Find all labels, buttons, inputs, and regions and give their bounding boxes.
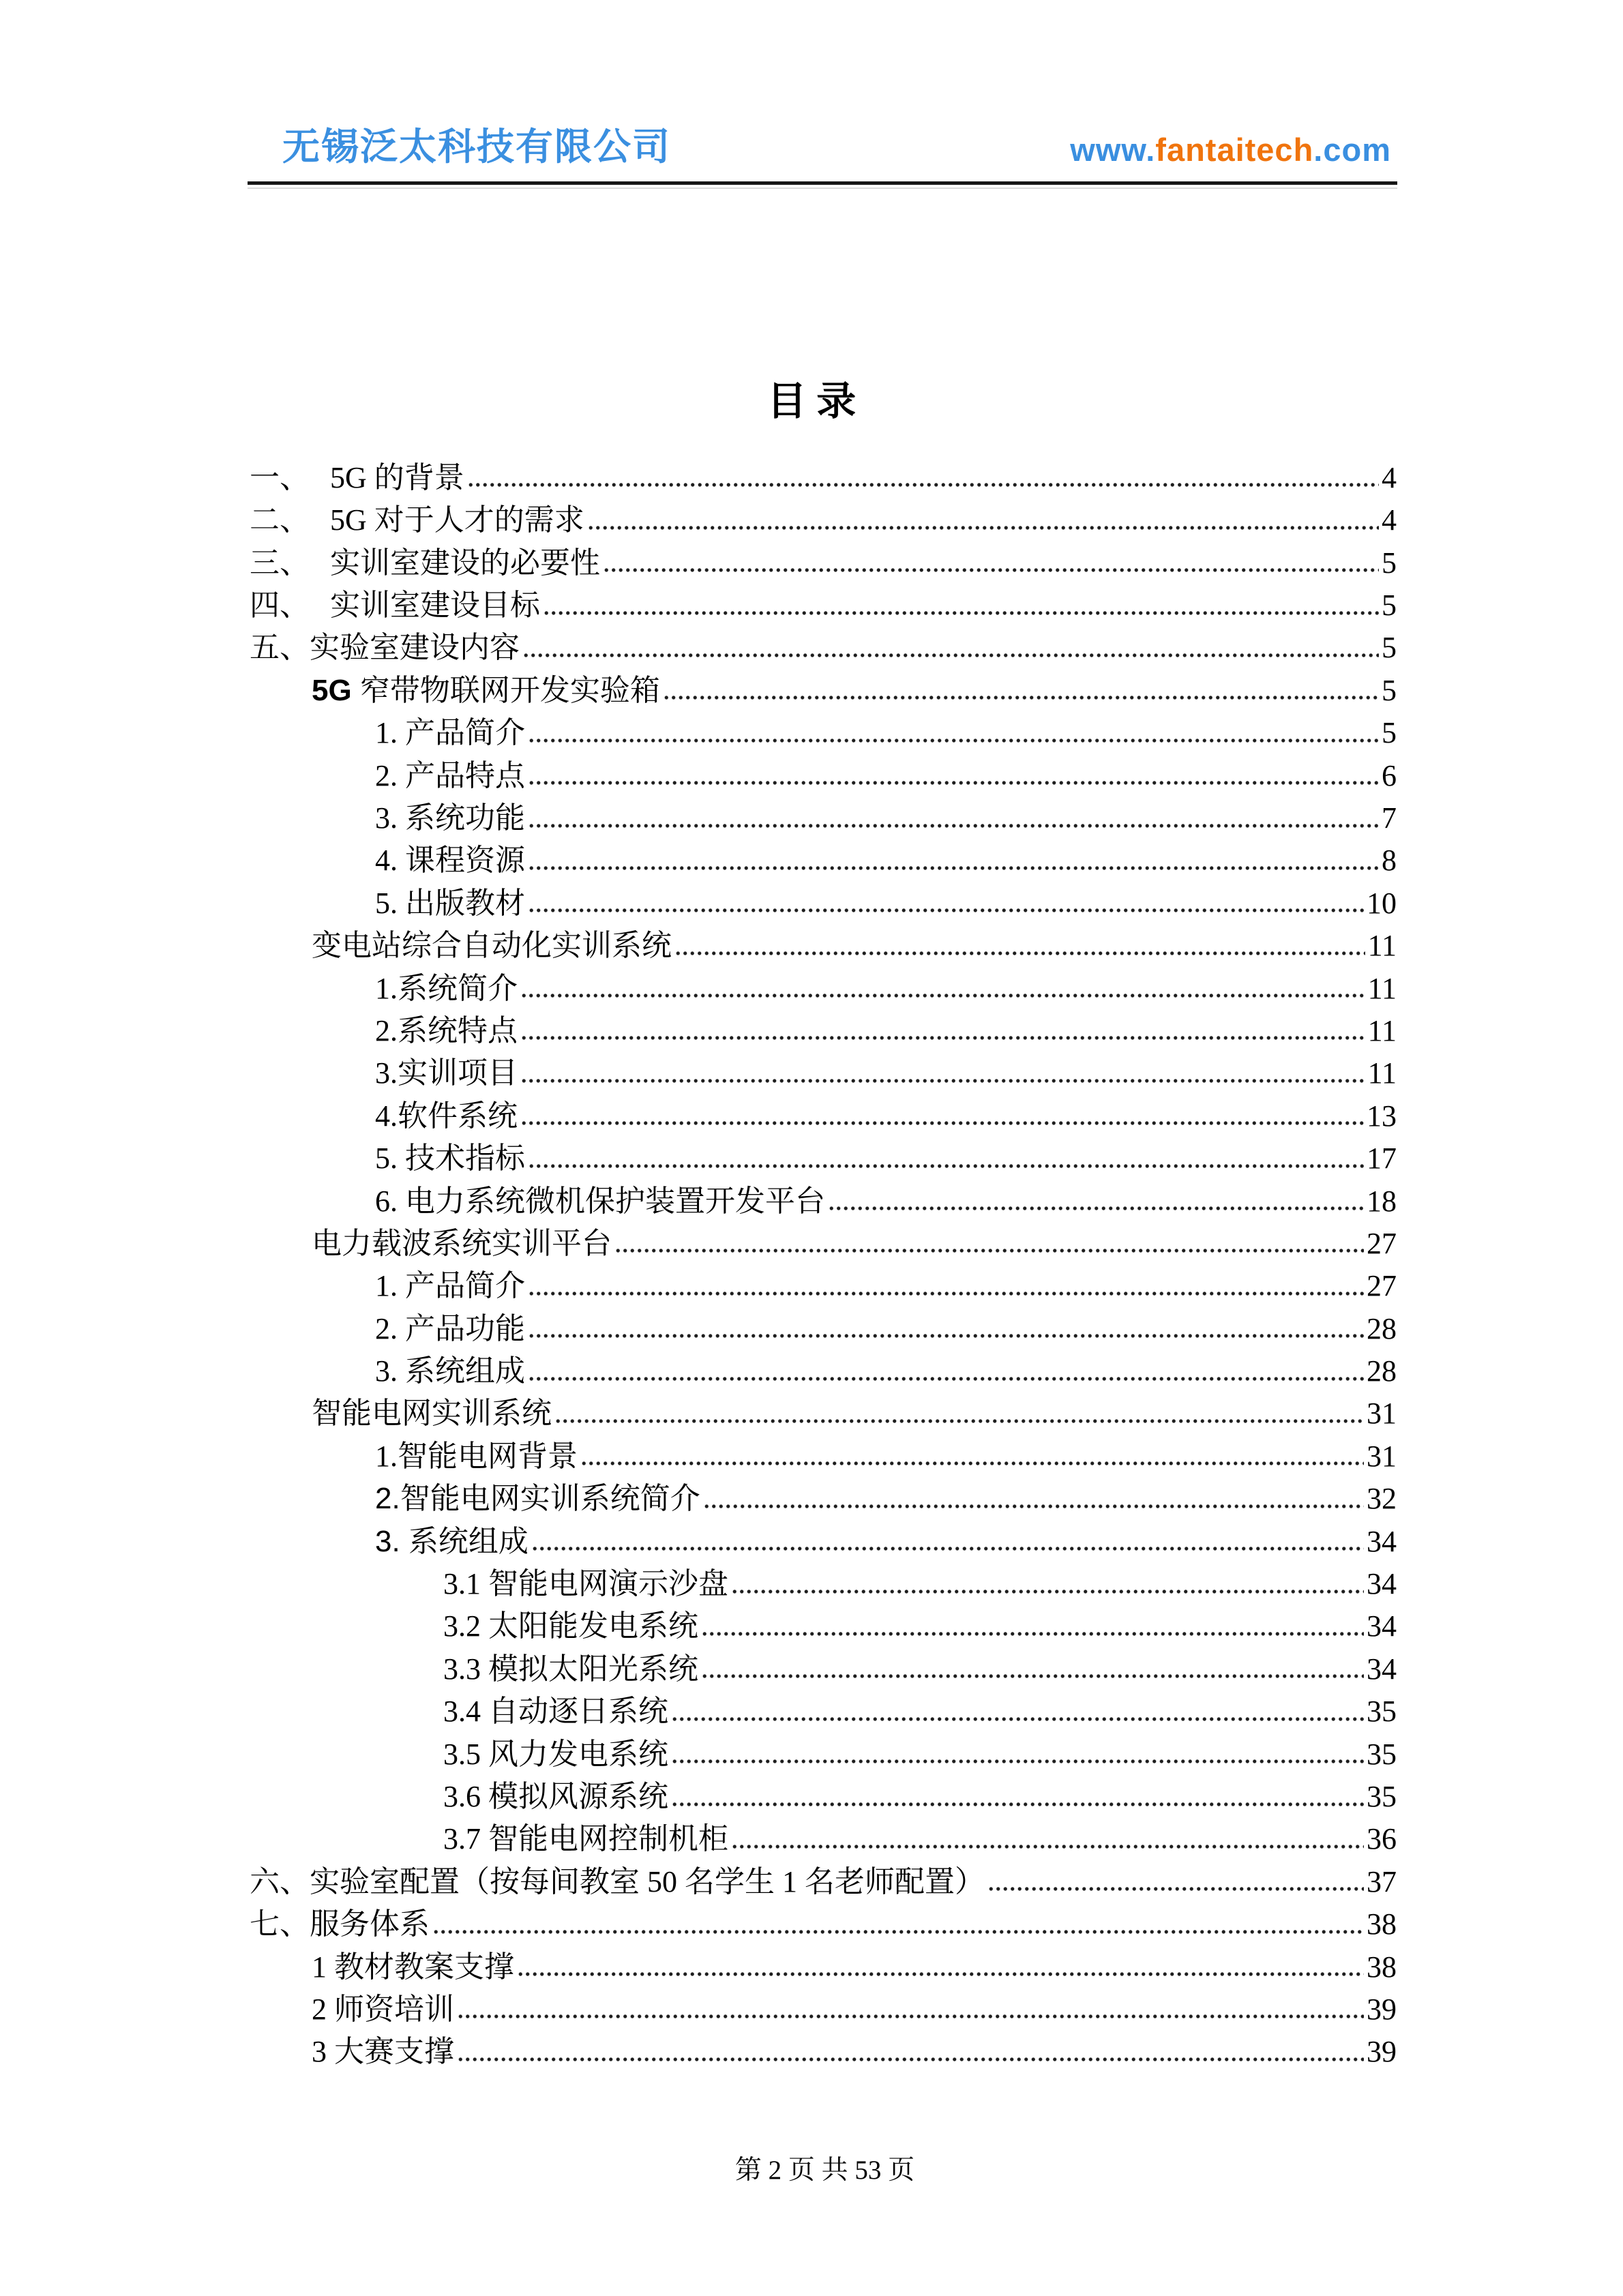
dot-leader bbox=[528, 822, 1379, 830]
toc-entry-number: 五、 bbox=[250, 631, 310, 665]
url-tld-part: .com bbox=[1313, 132, 1391, 168]
dot-leader bbox=[674, 949, 1365, 957]
toc-entry-label: 窄带物联网开发实验箱 bbox=[359, 673, 660, 707]
dot-leader bbox=[528, 779, 1379, 787]
dot-leader bbox=[528, 1162, 1364, 1170]
toc-row bbox=[250, 919, 1397, 961]
toc-row bbox=[250, 622, 1397, 664]
header-divider bbox=[248, 181, 1397, 185]
toc-entry-page: 5 bbox=[1382, 673, 1397, 707]
dot-leader bbox=[528, 1332, 1364, 1340]
dot-leader bbox=[520, 1077, 1365, 1085]
toc-row bbox=[250, 1430, 1397, 1472]
toc-entry-label: 3.1 智能电网演示沙盘 bbox=[443, 1567, 728, 1601]
toc-entry-page: 10 bbox=[1367, 886, 1397, 920]
toc-entry-label: 实训室建设的必要性 bbox=[330, 546, 600, 580]
toc-entry-page: 28 bbox=[1367, 1311, 1397, 1345]
toc-entry-label: 3.4 自动逐日系统 bbox=[443, 1695, 668, 1729]
toc-entry-label: 电力载波系统实训平台 bbox=[312, 1226, 612, 1260]
toc-entry-page: 5 bbox=[1382, 588, 1397, 623]
toc-entry-page: 13 bbox=[1367, 1099, 1397, 1133]
dot-leader bbox=[614, 1247, 1364, 1255]
toc-entry-page: 5 bbox=[1382, 546, 1397, 580]
toc-row bbox=[250, 1388, 1397, 1430]
toc-entry-page: 11 bbox=[1367, 1013, 1397, 1047]
toc-row bbox=[250, 537, 1397, 579]
toc-entry-label: 1.智能电网背景 bbox=[375, 1439, 578, 1473]
toc-row bbox=[250, 706, 1397, 749]
toc-entry-page: 34 bbox=[1367, 1524, 1397, 1558]
toc-entry-page: 39 bbox=[1367, 2035, 1397, 2069]
dot-leader bbox=[543, 609, 1379, 617]
toc-row bbox=[250, 1728, 1397, 1770]
page-title: 目 录 bbox=[766, 379, 857, 423]
toc-entry-number: 2. bbox=[375, 1482, 400, 1516]
toc-entry-label: 实验室配置（按每间教室 50 名学生 1 名老师配置） bbox=[310, 1864, 985, 1898]
toc-entry-label: 3.实训项目 bbox=[375, 1056, 518, 1090]
toc-row bbox=[250, 1898, 1397, 1940]
toc-row bbox=[250, 664, 1397, 706]
toc-entry-page: 35 bbox=[1367, 1779, 1397, 1813]
toc-row bbox=[250, 1557, 1397, 1600]
toc-entry-number: 四、 bbox=[250, 588, 310, 623]
toc-row bbox=[250, 1175, 1397, 1217]
toc-row bbox=[250, 1855, 1397, 1898]
page-number-label: 第 2 页 共 53 页 bbox=[734, 2156, 915, 2185]
toc-entry-label: 1. 产品简介 bbox=[375, 1269, 525, 1303]
url-domain-part: fantaitech bbox=[1155, 132, 1314, 168]
toc-row bbox=[250, 1004, 1397, 1047]
toc-entry-page: 31 bbox=[1367, 1439, 1397, 1473]
dot-leader bbox=[671, 1757, 1364, 1765]
toc-entry-page: 35 bbox=[1367, 1695, 1397, 1729]
dot-leader bbox=[603, 566, 1379, 574]
toc-entry-number: 六、 bbox=[250, 1864, 310, 1898]
dot-leader bbox=[457, 2055, 1364, 2063]
toc-row bbox=[250, 877, 1397, 919]
toc-entry-page: 11 bbox=[1367, 929, 1397, 963]
toc-entry-page: 34 bbox=[1367, 1567, 1397, 1601]
toc-entry-label: 2.系统特点 bbox=[375, 1013, 518, 1047]
toc-list bbox=[250, 451, 1397, 2068]
dot-leader bbox=[517, 1970, 1364, 1978]
dot-leader bbox=[528, 906, 1364, 914]
dot-leader bbox=[432, 1928, 1364, 1936]
toc-entry-label: 3.7 智能电网控制机柜 bbox=[443, 1822, 728, 1856]
toc-entry-label: 1 教材教案支撑 bbox=[312, 1950, 514, 1984]
toc-entry-page: 27 bbox=[1367, 1226, 1397, 1260]
toc-entry-page: 37 bbox=[1367, 1864, 1397, 1898]
dot-leader bbox=[587, 524, 1379, 532]
dot-leader bbox=[531, 1545, 1364, 1553]
toc-entry-label: 5. 出版教材 bbox=[375, 886, 525, 920]
toc-entry-page: 11 bbox=[1367, 971, 1397, 1005]
toc-entry-number: 二、 bbox=[250, 503, 310, 537]
toc-entry-label: 智能电网实训系统简介 bbox=[400, 1482, 700, 1516]
dot-leader bbox=[520, 1119, 1364, 1127]
toc-row bbox=[250, 2025, 1397, 2068]
toc-row bbox=[250, 835, 1397, 877]
toc-row bbox=[250, 1600, 1397, 1643]
toc-entry-page: 32 bbox=[1367, 1482, 1397, 1516]
toc-entry-page: 6 bbox=[1382, 758, 1397, 792]
toc-entry-label: 3. 系统功能 bbox=[375, 801, 525, 835]
toc-entry-page: 17 bbox=[1367, 1142, 1397, 1176]
toc-entry-number: 3. bbox=[375, 1524, 408, 1558]
dot-leader bbox=[731, 1587, 1364, 1596]
toc-entry-page: 34 bbox=[1367, 1652, 1397, 1686]
toc-entry-label: 4.软件系统 bbox=[375, 1099, 518, 1133]
url-www-part: www. bbox=[1070, 132, 1156, 168]
toc-row bbox=[250, 579, 1397, 621]
toc-entry-page: 38 bbox=[1367, 1950, 1397, 1984]
toc-row bbox=[250, 1090, 1397, 1132]
dot-leader bbox=[987, 1885, 1364, 1893]
toc-row bbox=[250, 1472, 1397, 1515]
toc-entry-label: 2. 产品功能 bbox=[375, 1311, 525, 1345]
toc-row bbox=[250, 1643, 1397, 1685]
toc-entry-page: 5 bbox=[1382, 631, 1397, 665]
toc-entry-page: 38 bbox=[1367, 1907, 1397, 1941]
toc-row bbox=[250, 1217, 1397, 1259]
dot-leader bbox=[520, 992, 1365, 1000]
toc-entry-page: 28 bbox=[1367, 1354, 1397, 1388]
toc-entry-label: 3 大赛支撑 bbox=[312, 2035, 454, 2069]
website-url bbox=[1070, 134, 1391, 166]
toc-entry-label: 5. 技术指标 bbox=[375, 1142, 525, 1176]
dot-leader bbox=[520, 1034, 1365, 1042]
toc-entry-page: 35 bbox=[1367, 1737, 1397, 1771]
toc-entry-label: 3.2 太阳能发电系统 bbox=[443, 1609, 698, 1643]
toc-row bbox=[250, 1770, 1397, 1813]
toc-entry-label: 智能电网实训系统 bbox=[312, 1397, 552, 1431]
toc-entry-label: 1. 产品简介 bbox=[375, 716, 525, 750]
dot-leader bbox=[828, 1204, 1364, 1212]
toc-row bbox=[250, 1302, 1397, 1345]
toc-entry-page: 7 bbox=[1382, 801, 1397, 835]
toc-entry-page: 4 bbox=[1382, 503, 1397, 537]
toc-entry-label: 3.6 模拟风源系统 bbox=[443, 1779, 668, 1813]
toc-row bbox=[250, 1813, 1397, 1855]
toc-row bbox=[250, 451, 1397, 494]
toc-row bbox=[250, 792, 1397, 834]
dot-leader bbox=[554, 1417, 1364, 1425]
toc-entry-page: 34 bbox=[1367, 1609, 1397, 1643]
toc-entry-label: 3. 系统组成 bbox=[375, 1354, 525, 1388]
company-name: 无锡泛太科技有限公司 bbox=[282, 125, 672, 168]
toc-entry-number: 七、 bbox=[250, 1907, 310, 1941]
dot-leader bbox=[528, 864, 1379, 872]
toc-entry-label: 变电站综合自动化实训系统 bbox=[312, 929, 672, 963]
dot-leader bbox=[701, 1672, 1364, 1680]
toc-entry-page: 4 bbox=[1382, 460, 1397, 494]
toc-entry-page: 8 bbox=[1382, 844, 1397, 878]
toc-entry-page: 31 bbox=[1367, 1397, 1397, 1431]
dot-leader bbox=[731, 1843, 1364, 1851]
toc-entry-label: 1.系统简介 bbox=[375, 971, 518, 1005]
toc-entry-label: 3.5 风力发电系统 bbox=[443, 1737, 668, 1771]
toc-entry-label: 6. 电力系统微机保护装置开发平台 bbox=[375, 1184, 825, 1218]
toc-entry-label: 4. 课程资源 bbox=[375, 844, 525, 878]
dot-leader bbox=[467, 481, 1379, 489]
toc-row bbox=[250, 749, 1397, 792]
toc-entry-page: 36 bbox=[1367, 1822, 1397, 1856]
toc-row bbox=[250, 1345, 1397, 1387]
toc-row bbox=[250, 1259, 1397, 1302]
toc-entry-number: 5G bbox=[312, 673, 360, 707]
toc-entry-page: 18 bbox=[1367, 1184, 1397, 1218]
dot-leader bbox=[528, 1375, 1364, 1383]
dot-leader bbox=[703, 1502, 1364, 1510]
toc-entry-page: 11 bbox=[1367, 1056, 1397, 1090]
toc-row bbox=[250, 1515, 1397, 1557]
toc-row bbox=[250, 1047, 1397, 1089]
dot-leader bbox=[663, 694, 1379, 702]
toc-row bbox=[250, 1983, 1397, 2025]
toc-entry-number: 三、 bbox=[250, 546, 310, 580]
toc-entry-page: 39 bbox=[1367, 1992, 1397, 2026]
dot-leader bbox=[580, 1459, 1364, 1467]
toc-entry-label: 5G 对于人才的需求 bbox=[330, 503, 584, 537]
toc-row bbox=[250, 1941, 1397, 1983]
toc-entry-label: 2. 产品特点 bbox=[375, 758, 525, 792]
dot-leader bbox=[671, 1715, 1364, 1723]
toc-entry-label: 2 师资培训 bbox=[312, 1992, 454, 2026]
toc-entry-label: 实验室建设内容 bbox=[310, 631, 520, 665]
dot-leader bbox=[522, 651, 1379, 659]
toc-entry-label: 5G 的背景 bbox=[330, 460, 464, 494]
toc-row bbox=[250, 1685, 1397, 1727]
dot-leader bbox=[671, 1800, 1364, 1808]
toc-entry-label: 3.3 模拟太阳光系统 bbox=[443, 1652, 698, 1686]
toc-entry-label: 服务体系 bbox=[310, 1907, 430, 1941]
page-footer bbox=[0, 2130, 1623, 2210]
toc-row bbox=[250, 494, 1397, 536]
toc-entry-page: 27 bbox=[1367, 1269, 1397, 1303]
dot-leader bbox=[528, 1289, 1364, 1298]
toc-row bbox=[250, 1132, 1397, 1174]
toc-entry-page: 5 bbox=[1382, 716, 1397, 750]
dot-leader bbox=[701, 1630, 1364, 1638]
toc-entry-number: 一、 bbox=[250, 460, 310, 494]
dot-leader bbox=[528, 736, 1379, 745]
toc-entry-label: 实训室建设目标 bbox=[330, 588, 540, 623]
toc-entry-label: 系统组成 bbox=[408, 1524, 528, 1558]
dot-leader bbox=[457, 2012, 1364, 2021]
toc-row bbox=[250, 962, 1397, 1004]
